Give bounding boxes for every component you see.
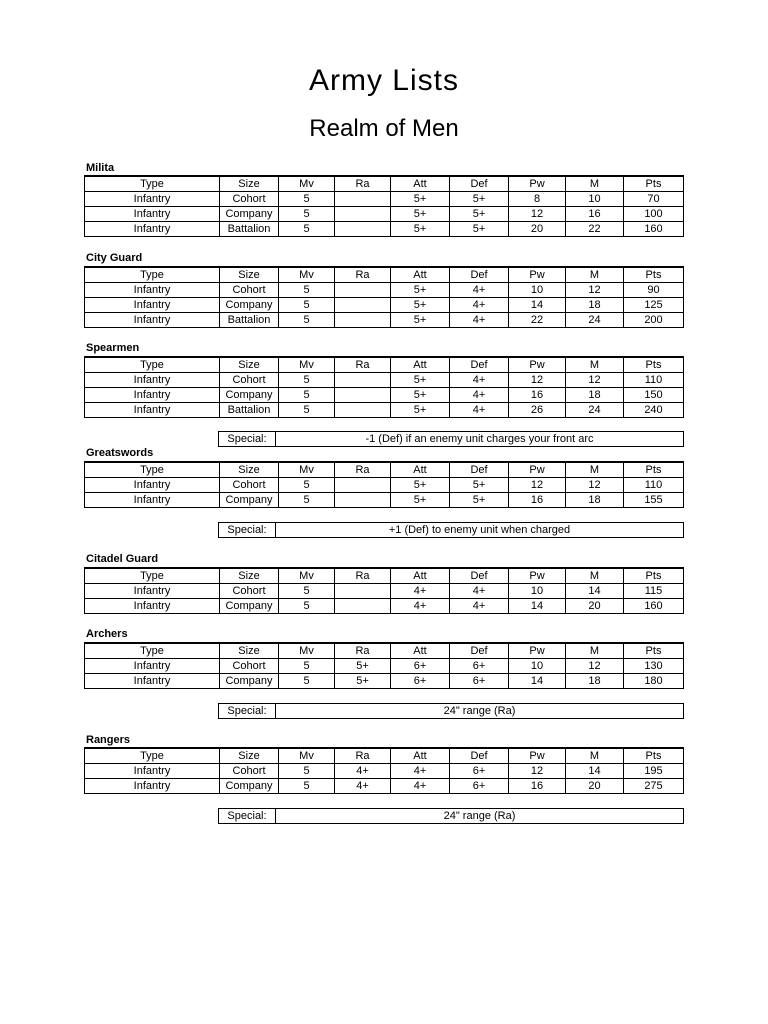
table-cell: 5 (279, 192, 335, 207)
table-cell: 14 (566, 764, 624, 779)
unit-heading: Citadel Guard (86, 553, 159, 565)
table-header-row (85, 176, 684, 192)
unit-heading: Greatswords (86, 447, 154, 459)
table-cell: Cohort (220, 659, 279, 674)
unit-stats-table (84, 567, 684, 614)
table-cell: 5+ (391, 478, 450, 493)
unit-stats-table (84, 356, 684, 418)
table-cell: 155 (624, 493, 684, 508)
table-cell (335, 403, 391, 418)
table-cell: 26 (509, 403, 566, 418)
table-cell: 12 (566, 659, 624, 674)
table-header-row (85, 462, 684, 478)
table-cell (335, 493, 391, 508)
table-cell: 5 (279, 478, 335, 493)
table-cell: 5 (279, 599, 335, 614)
column-header: Pts (624, 176, 684, 192)
column-header: Mv (279, 267, 335, 283)
table-cell: 5+ (391, 298, 450, 313)
column-header: Size (220, 176, 279, 192)
column-header: Type (85, 568, 220, 584)
table-cell: 12 (509, 764, 566, 779)
column-header: Type (85, 748, 220, 764)
column-header: Type (85, 462, 220, 478)
column-header: Pw (509, 568, 566, 584)
table-cell: 5 (279, 779, 335, 794)
table-cell: Infantry (85, 493, 220, 508)
table-cell: Infantry (85, 222, 220, 237)
special-label: Special: (219, 432, 276, 447)
table-cell: 5+ (391, 192, 450, 207)
table-row (85, 779, 684, 794)
table-cell: 12 (566, 283, 624, 298)
column-header: Ra (335, 568, 391, 584)
column-header: M (566, 357, 624, 373)
table-cell: 4+ (450, 298, 509, 313)
table-cell: 8 (509, 192, 566, 207)
column-header: Pts (624, 357, 684, 373)
table-cell: 5 (279, 207, 335, 222)
table-header-row (85, 568, 684, 584)
table-row (85, 493, 684, 508)
column-header: Def (450, 176, 509, 192)
table-cell: 12 (509, 373, 566, 388)
column-header: Pts (624, 643, 684, 659)
table-cell: Battalion (220, 313, 279, 328)
table-cell: 5 (279, 388, 335, 403)
table-cell: 160 (624, 222, 684, 237)
table-cell (335, 373, 391, 388)
special-rule-row (219, 523, 684, 538)
table-cell: Infantry (85, 373, 220, 388)
column-header: Type (85, 643, 220, 659)
table-row (85, 388, 684, 403)
column-header: Def (450, 267, 509, 283)
table-cell: 5 (279, 283, 335, 298)
special-rule-text: 24" range (Ra) (276, 704, 684, 719)
table-cell: 22 (566, 222, 624, 237)
table-cell: 6+ (391, 659, 450, 674)
column-header: Def (450, 462, 509, 478)
unit-stats-table (84, 461, 684, 508)
table-row (85, 584, 684, 599)
table-cell: Cohort (220, 764, 279, 779)
table-cell: 4+ (335, 764, 391, 779)
table-cell: 10 (566, 192, 624, 207)
table-cell: 5 (279, 373, 335, 388)
table-cell: 16 (509, 493, 566, 508)
table-cell: 180 (624, 674, 684, 689)
table-cell: Infantry (85, 599, 220, 614)
table-cell: 5 (279, 674, 335, 689)
table-cell: 18 (566, 388, 624, 403)
table-cell: Cohort (220, 478, 279, 493)
table-cell (335, 207, 391, 222)
table-cell: 4+ (450, 599, 509, 614)
table-cell: 4+ (335, 779, 391, 794)
table-cell: 150 (624, 388, 684, 403)
table-cell: 6+ (450, 659, 509, 674)
table-row (85, 298, 684, 313)
table-cell: 4+ (450, 283, 509, 298)
table-cell (335, 192, 391, 207)
unit-heading: Archers (86, 628, 128, 640)
table-cell: 5+ (391, 403, 450, 418)
table-cell: 70 (624, 192, 684, 207)
table-row (85, 207, 684, 222)
column-header: Type (85, 176, 220, 192)
table-cell: 16 (509, 779, 566, 794)
column-header: Size (220, 267, 279, 283)
table-row (85, 313, 684, 328)
table-cell: Company (220, 599, 279, 614)
table-cell: 5+ (335, 659, 391, 674)
table-row (85, 403, 684, 418)
table-cell: 24 (566, 313, 624, 328)
special-rule-row (219, 809, 684, 824)
table-cell: Infantry (85, 674, 220, 689)
table-cell: 5+ (450, 222, 509, 237)
column-header: Type (85, 357, 220, 373)
table-cell: Infantry (85, 659, 220, 674)
table-cell: Battalion (220, 403, 279, 418)
table-cell: 5+ (450, 478, 509, 493)
table-cell: Cohort (220, 283, 279, 298)
column-header: Size (220, 643, 279, 659)
table-cell: 5 (279, 764, 335, 779)
table-cell: 160 (624, 599, 684, 614)
table-cell: Infantry (85, 207, 220, 222)
column-header: Def (450, 357, 509, 373)
table-cell: 100 (624, 207, 684, 222)
table-cell: 10 (509, 659, 566, 674)
table-cell: 5+ (391, 493, 450, 508)
table-cell (335, 584, 391, 599)
column-header: Mv (279, 568, 335, 584)
table-header-row (85, 267, 684, 283)
column-header: Pw (509, 176, 566, 192)
column-header: Pts (624, 462, 684, 478)
column-header: Pw (509, 462, 566, 478)
table-row (85, 478, 684, 493)
table-cell: 5 (279, 313, 335, 328)
table-cell: 12 (509, 207, 566, 222)
table-row (85, 764, 684, 779)
table-cell: Infantry (85, 584, 220, 599)
column-header: Def (450, 643, 509, 659)
column-header: Ra (335, 357, 391, 373)
table-cell: 5+ (391, 313, 450, 328)
table-cell: Infantry (85, 388, 220, 403)
table-cell: 20 (509, 222, 566, 237)
unit-stats-table (84, 175, 684, 237)
table-cell: 5 (279, 298, 335, 313)
column-header: Ra (335, 462, 391, 478)
table-cell: 240 (624, 403, 684, 418)
column-header: Ra (335, 176, 391, 192)
special-rule-box (218, 703, 684, 719)
page-subtitle: Realm of Men (309, 115, 459, 142)
unit-heading: Milita (86, 162, 115, 174)
table-row (85, 222, 684, 237)
table-cell: Company (220, 207, 279, 222)
table-cell: 22 (509, 313, 566, 328)
table-cell: 90 (624, 283, 684, 298)
table-cell: Infantry (85, 764, 220, 779)
table-cell: Infantry (85, 283, 220, 298)
table-cell: 5+ (450, 207, 509, 222)
column-header: M (566, 748, 624, 764)
column-header: Pw (509, 643, 566, 659)
table-cell: 5 (279, 659, 335, 674)
column-header: Ra (335, 267, 391, 283)
table-cell: Infantry (85, 478, 220, 493)
table-cell: Company (220, 674, 279, 689)
column-header: Size (220, 462, 279, 478)
table-cell: 200 (624, 313, 684, 328)
special-rule-row (219, 704, 684, 719)
table-cell: 18 (566, 298, 624, 313)
column-header: Mv (279, 357, 335, 373)
column-header: Mv (279, 643, 335, 659)
special-label: Special: (219, 704, 276, 719)
column-header: Att (391, 176, 450, 192)
table-row (85, 659, 684, 674)
column-header: Mv (279, 176, 335, 192)
table-cell: 130 (624, 659, 684, 674)
column-header: Att (391, 462, 450, 478)
table-cell (335, 478, 391, 493)
table-cell: Cohort (220, 192, 279, 207)
table-cell: 12 (566, 478, 624, 493)
column-header: Ra (335, 748, 391, 764)
table-cell: Company (220, 388, 279, 403)
column-header: Pts (624, 568, 684, 584)
column-header: Def (450, 748, 509, 764)
special-rule-text: -1 (Def) if an enemy unit charges your front arc (276, 432, 684, 447)
column-header: M (566, 568, 624, 584)
table-header-row (85, 643, 684, 659)
special-rule-row (219, 432, 684, 447)
table-cell: 5+ (335, 674, 391, 689)
table-cell: 5+ (391, 283, 450, 298)
page-title: Army Lists (308, 64, 459, 97)
table-cell: 12 (566, 373, 624, 388)
table-cell (335, 313, 391, 328)
special-rule-box (218, 431, 684, 447)
table-cell: 6+ (391, 674, 450, 689)
table-cell: 6+ (450, 764, 509, 779)
table-cell (335, 388, 391, 403)
column-header: Pw (509, 748, 566, 764)
table-cell: 115 (624, 584, 684, 599)
column-header: Att (391, 643, 450, 659)
table-cell: Infantry (85, 403, 220, 418)
table-cell: 16 (509, 388, 566, 403)
table-header-row (85, 357, 684, 373)
table-cell: 10 (509, 283, 566, 298)
special-rule-box (218, 522, 684, 538)
table-cell: 24 (566, 403, 624, 418)
column-header: Ra (335, 643, 391, 659)
table-cell (335, 283, 391, 298)
table-cell: 4+ (391, 584, 450, 599)
table-cell: 14 (509, 298, 566, 313)
table-cell: 4+ (391, 599, 450, 614)
table-cell: 4+ (450, 388, 509, 403)
table-cell: 275 (624, 779, 684, 794)
table-cell: 5+ (391, 207, 450, 222)
table-cell (335, 298, 391, 313)
unit-heading: Rangers (86, 734, 131, 746)
table-row (85, 674, 684, 689)
column-header: Pts (624, 748, 684, 764)
column-header: M (566, 462, 624, 478)
table-cell: Infantry (85, 779, 220, 794)
table-cell: 4+ (450, 584, 509, 599)
special-rule-text: +1 (Def) to enemy unit when charged (276, 523, 684, 538)
table-cell: 6+ (450, 779, 509, 794)
table-cell: Company (220, 779, 279, 794)
table-cell: 195 (624, 764, 684, 779)
table-cell: 20 (566, 779, 624, 794)
column-header: Att (391, 748, 450, 764)
table-cell: Cohort (220, 584, 279, 599)
table-cell: Battalion (220, 222, 279, 237)
table-cell: 4+ (391, 779, 450, 794)
column-header: Size (220, 357, 279, 373)
table-cell: 4+ (450, 313, 509, 328)
table-row (85, 599, 684, 614)
special-rule-box (218, 808, 684, 824)
unit-heading: Spearmen (86, 342, 140, 354)
table-cell: Cohort (220, 373, 279, 388)
table-cell: 110 (624, 373, 684, 388)
table-cell (335, 222, 391, 237)
column-header: Type (85, 267, 220, 283)
column-header: Mv (279, 748, 335, 764)
column-header: Mv (279, 462, 335, 478)
special-rule-text: 24" range (Ra) (276, 809, 684, 824)
table-row (85, 373, 684, 388)
table-cell: 5 (279, 222, 335, 237)
table-cell: 5 (279, 493, 335, 508)
table-header-row (85, 748, 684, 764)
table-cell: Infantry (85, 298, 220, 313)
column-header: Att (391, 357, 450, 373)
table-cell: 12 (509, 478, 566, 493)
table-cell: 5 (279, 403, 335, 418)
table-cell: 5+ (391, 222, 450, 237)
column-header: Att (391, 267, 450, 283)
table-cell: 4+ (450, 403, 509, 418)
unit-stats-table (84, 266, 684, 328)
table-cell: 18 (566, 674, 624, 689)
table-cell: 5+ (450, 192, 509, 207)
table-cell: 125 (624, 298, 684, 313)
table-cell: Infantry (85, 313, 220, 328)
table-cell: 4+ (450, 373, 509, 388)
table-cell: 14 (509, 674, 566, 689)
column-header: Pw (509, 267, 566, 283)
special-label: Special: (219, 809, 276, 824)
column-header: Pw (509, 357, 566, 373)
table-cell: Infantry (85, 192, 220, 207)
table-cell: 5 (279, 584, 335, 599)
table-cell: 4+ (391, 764, 450, 779)
table-row (85, 283, 684, 298)
table-cell: 5+ (391, 373, 450, 388)
column-header: M (566, 176, 624, 192)
table-cell: 18 (566, 493, 624, 508)
column-header: Def (450, 568, 509, 584)
unit-stats-table (84, 747, 684, 794)
table-cell: 5+ (391, 388, 450, 403)
table-cell: 20 (566, 599, 624, 614)
special-label: Special: (219, 523, 276, 538)
table-row (85, 192, 684, 207)
column-header: M (566, 267, 624, 283)
table-cell: 14 (509, 599, 566, 614)
unit-heading: City Guard (86, 252, 143, 264)
column-header: Att (391, 568, 450, 584)
table-cell: 16 (566, 207, 624, 222)
table-cell: Company (220, 298, 279, 313)
column-header: Pts (624, 267, 684, 283)
table-cell: 6+ (450, 674, 509, 689)
column-header: Size (220, 748, 279, 764)
column-header: Size (220, 568, 279, 584)
table-cell: 110 (624, 478, 684, 493)
table-cell (335, 599, 391, 614)
unit-stats-table (84, 642, 684, 689)
table-cell: 14 (566, 584, 624, 599)
table-cell: Company (220, 493, 279, 508)
column-header: M (566, 643, 624, 659)
table-cell: 5+ (450, 493, 509, 508)
table-cell: 10 (509, 584, 566, 599)
